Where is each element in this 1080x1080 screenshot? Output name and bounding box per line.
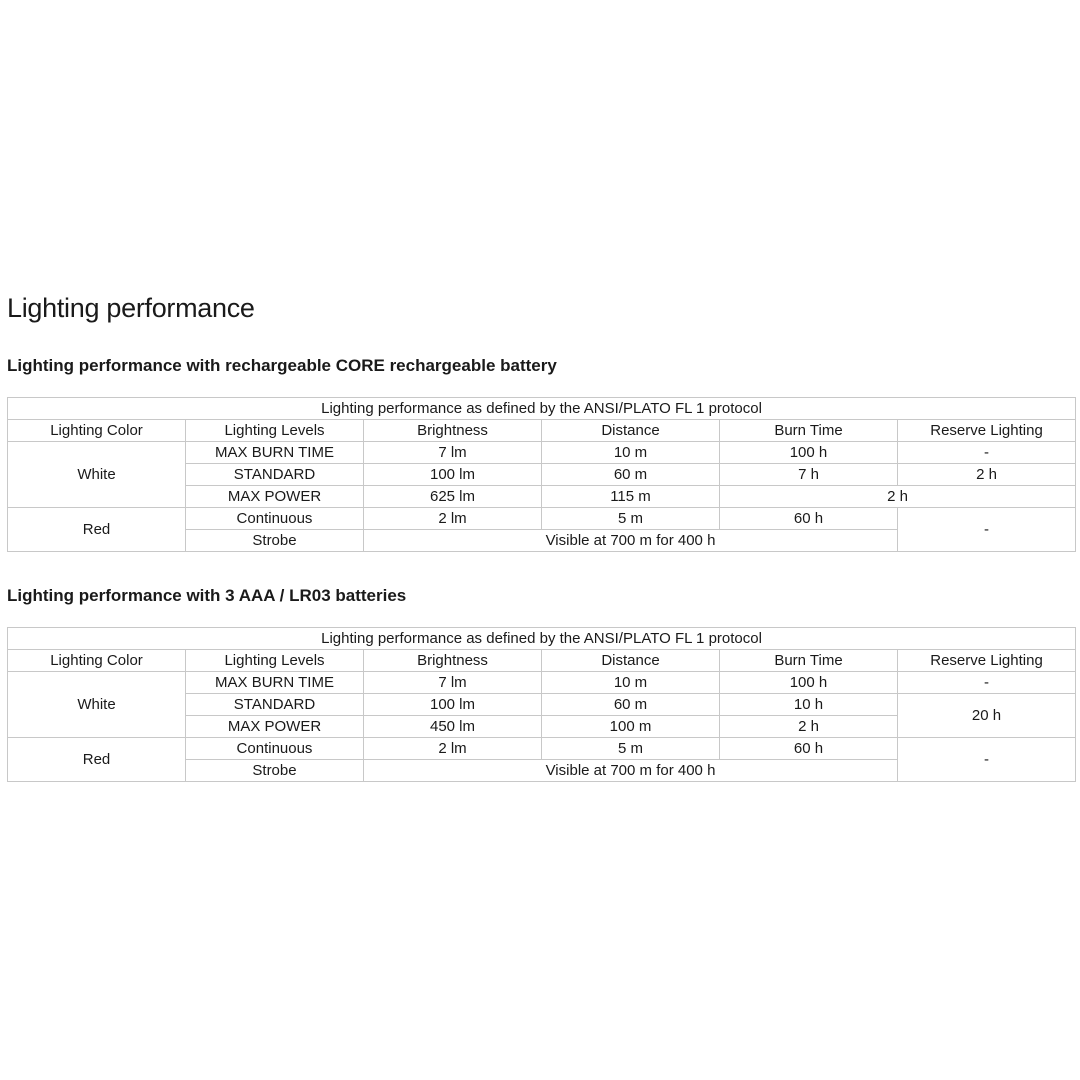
column-header: Burn Time <box>720 650 898 672</box>
column-header: Brightness <box>364 420 542 442</box>
table-row <box>8 738 1076 760</box>
column-header: Burn Time <box>720 420 898 442</box>
burn-time-cell: 60 h <box>720 738 898 760</box>
brightness-cell: 100 lm <box>364 694 542 716</box>
burn-time-cell: 100 h <box>720 442 898 464</box>
table-row <box>8 672 1076 694</box>
column-header: Distance <box>542 650 720 672</box>
table-caption-row <box>8 628 1076 650</box>
distance-cell: 60 m <box>542 464 720 486</box>
brightness-cell: 7 lm <box>364 442 542 464</box>
column-header: Distance <box>542 420 720 442</box>
burn-time-cell: 60 h <box>720 508 898 530</box>
strobe-visibility-cell: Visible at 700 m for 400 h <box>364 760 898 782</box>
lighting-level-cell: MAX BURN TIME <box>186 672 364 694</box>
page-title: Lighting performance <box>7 293 255 323</box>
distance-cell: 60 m <box>542 694 720 716</box>
column-header: Reserve Lighting <box>898 650 1076 672</box>
lighting-level-cell: Continuous <box>186 738 364 760</box>
brightness-cell: 450 lm <box>364 716 542 738</box>
reserve-lighting-cell: - <box>898 672 1076 694</box>
brightness-cell: 2 lm <box>364 508 542 530</box>
reserve-lighting-cell: 20 h <box>898 694 1076 738</box>
section-title-aaa-batteries: Lighting performance with 3 AAA / LR03 batteries <box>7 586 407 605</box>
lighting-level-cell: MAX POWER <box>186 486 364 508</box>
performance-table-aaa-batteries <box>7 627 1076 782</box>
lighting-color-cell: White <box>8 672 186 738</box>
reserve-lighting-cell: - <box>898 442 1076 464</box>
brightness-cell: 2 lm <box>364 738 542 760</box>
table-row <box>8 442 1076 464</box>
burn-time-cell: 100 h <box>720 672 898 694</box>
column-header: Reserve Lighting <box>898 420 1076 442</box>
table-header-row <box>8 650 1076 672</box>
performance-table-core-battery <box>7 397 1076 552</box>
table-caption-row <box>8 398 1076 420</box>
reserve-lighting-cell: - <box>898 508 1076 552</box>
column-header: Lighting Color <box>8 650 186 672</box>
strobe-visibility-cell: Visible at 700 m for 400 h <box>364 530 898 552</box>
distance-cell: 10 m <box>542 442 720 464</box>
lighting-level-cell: STANDARD <box>186 464 364 486</box>
table-caption: Lighting performance as defined by the ANSI/PLATO FL 1 protocol <box>8 398 1076 420</box>
lighting-level-cell: Continuous <box>186 508 364 530</box>
brightness-cell: 625 lm <box>364 486 542 508</box>
burn-time-cell: 2 h <box>720 716 898 738</box>
column-header: Lighting Levels <box>186 420 364 442</box>
lighting-level-cell: MAX BURN TIME <box>186 442 364 464</box>
distance-cell: 5 m <box>542 508 720 530</box>
lighting-color-cell: Red <box>8 508 186 552</box>
column-header: Lighting Color <box>8 420 186 442</box>
lighting-level-cell: MAX POWER <box>186 716 364 738</box>
lighting-level-cell: Strobe <box>186 530 364 552</box>
lighting-level-cell: STANDARD <box>186 694 364 716</box>
table-caption: Lighting performance as defined by the ANSI/PLATO FL 1 protocol <box>8 628 1076 650</box>
distance-cell: 5 m <box>542 738 720 760</box>
burn-time-cell: 10 h <box>720 694 898 716</box>
distance-cell: 10 m <box>542 672 720 694</box>
distance-cell: 115 m <box>542 486 720 508</box>
column-header: Lighting Levels <box>186 650 364 672</box>
brightness-cell: 100 lm <box>364 464 542 486</box>
distance-cell: 100 m <box>542 716 720 738</box>
lighting-color-cell: Red <box>8 738 186 782</box>
brightness-cell: 7 lm <box>364 672 542 694</box>
lighting-color-cell: White <box>8 442 186 508</box>
reserve-lighting-cell: 2 h <box>898 464 1076 486</box>
table-header-row <box>8 420 1076 442</box>
column-header: Brightness <box>364 650 542 672</box>
burn-and-reserve-cell: 2 h <box>720 486 1076 508</box>
section-title-core-battery: Lighting performance with rechargeable CORE rechargeable battery <box>7 356 557 375</box>
reserve-lighting-cell: - <box>898 738 1076 782</box>
lighting-level-cell: Strobe <box>186 760 364 782</box>
burn-time-cell: 7 h <box>720 464 898 486</box>
table-row <box>8 508 1076 530</box>
